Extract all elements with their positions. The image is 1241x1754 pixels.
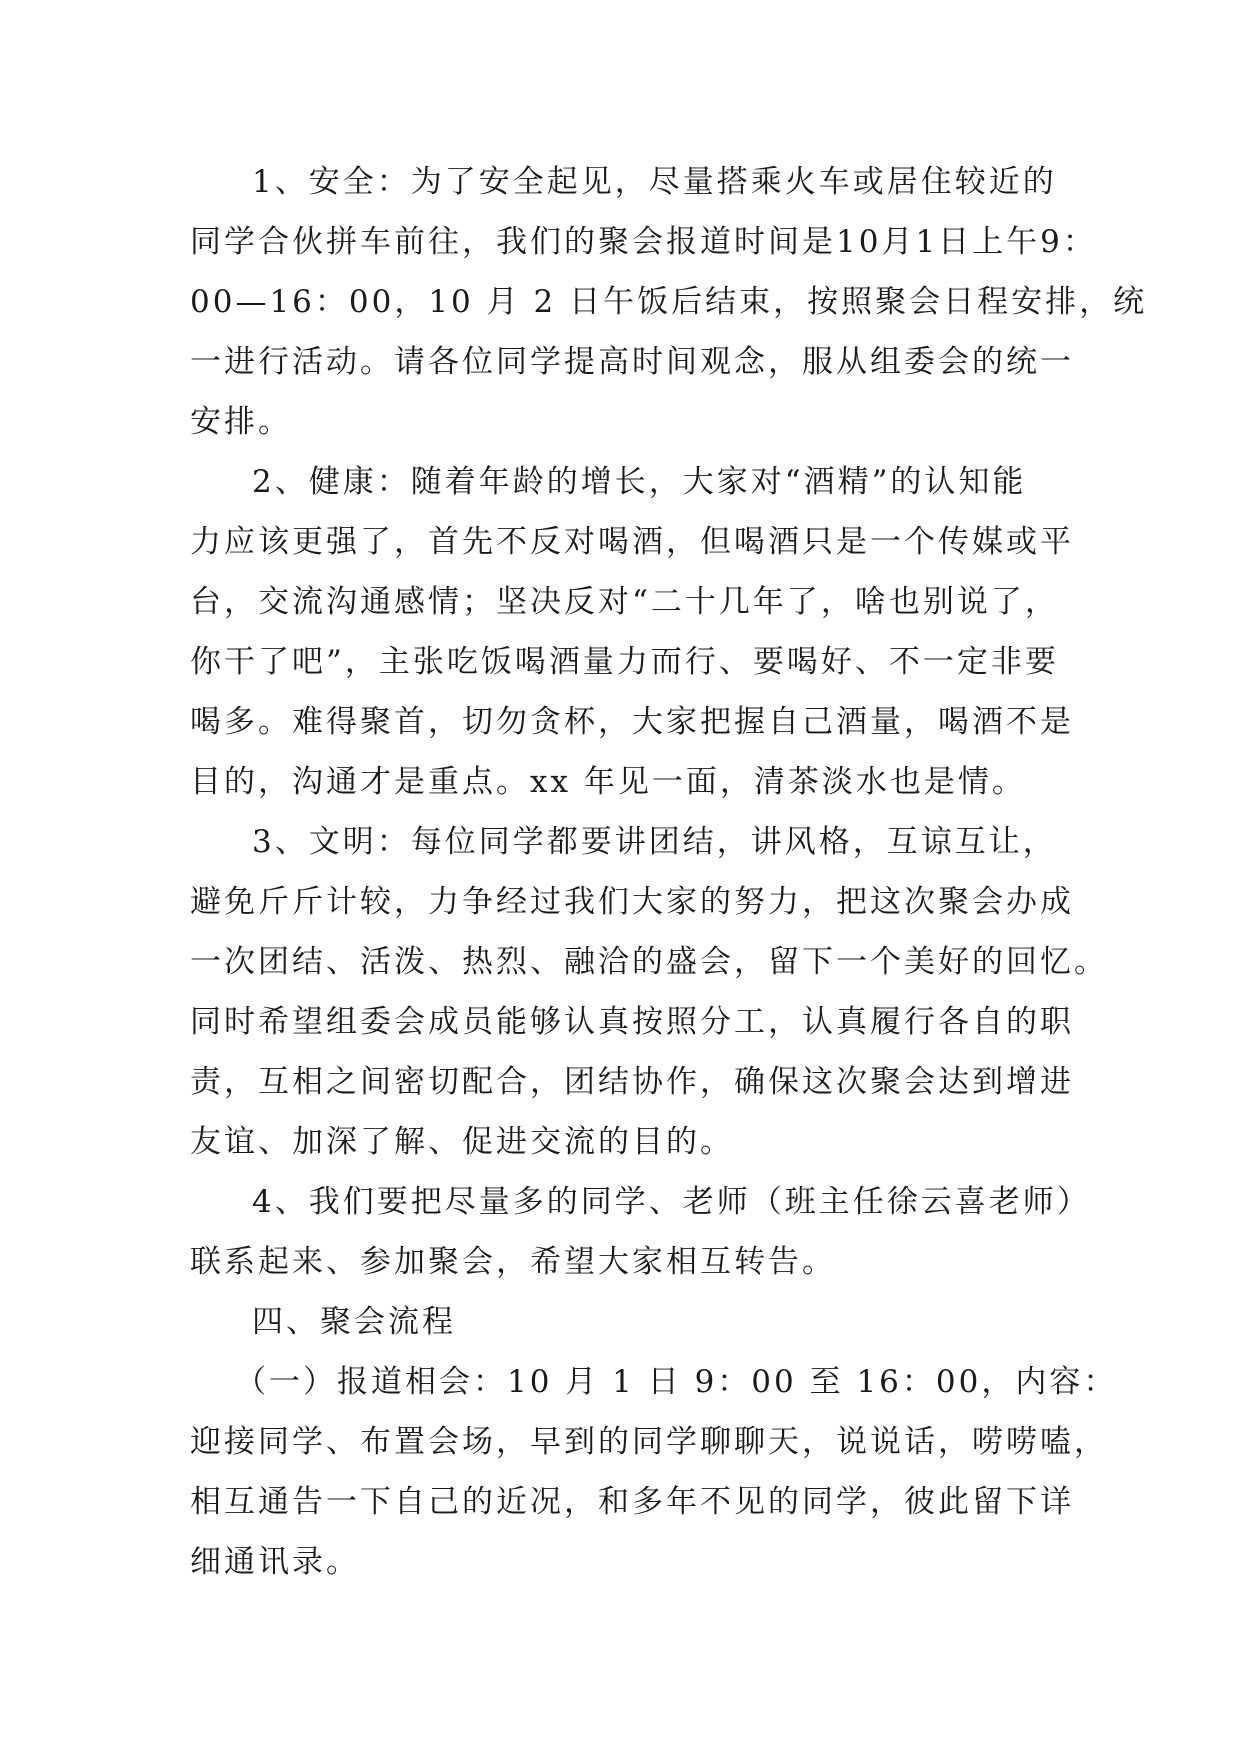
text-line: 1、安全：为了安全起见，尽量搭乘火车或居住较近的 bbox=[252, 164, 1057, 200]
text-line: 迎接同学、布置会场，早到的同学聊聊天，说说话，唠唠嗑， bbox=[190, 1424, 1108, 1460]
text-line: 台，交流沟通感情；坚决反对“二十几年了，啥也别说了， bbox=[190, 584, 1059, 620]
paragraph-civility bbox=[190, 812, 1108, 1172]
text-line: 细通讯录。 bbox=[190, 1544, 360, 1580]
paragraph-health bbox=[190, 452, 1074, 812]
text-line: 同时希望组委会成员能够认真按照分工，认真履行各自的职 bbox=[190, 1004, 1074, 1040]
text-line: 责，互相之间密切配合，团结协作，确保这次聚会达到增进 bbox=[190, 1064, 1074, 1100]
text-line: 相互通告一下自己的近况，和多年不见的同学，彼此留下详 bbox=[190, 1484, 1074, 1520]
text-line: 喝多。难得聚首，切勿贪杯，大家把握自己酒量，喝酒不是 bbox=[190, 704, 1074, 740]
text-line: 联系起来、参加聚会，希望大家相互转告。 bbox=[190, 1244, 836, 1280]
text-line: 力应该更强了，首先不反对喝酒，但喝酒只是一个传媒或平 bbox=[190, 524, 1074, 560]
text-line: 同学合伙拼车前往，我们的聚会报道时间是10月1日上午9： bbox=[190, 224, 1097, 260]
text-line: 避免斤斤计较，力争经过我们大家的努力，把这次聚会办成 bbox=[190, 884, 1074, 920]
text-line: 一次团结、活泼、热烈、融洽的盛会，留下一个美好的回忆。 bbox=[190, 944, 1108, 980]
text-line: 友谊、加深了解、促进交流的目的。 bbox=[190, 1124, 734, 1160]
text-line: 3、文明：每位同学都要讲团结，讲风格，互谅互让， bbox=[252, 824, 1057, 860]
paragraph-invite bbox=[190, 1172, 1091, 1292]
text-line: （一）报道相会：10 月 1 日 9：00 至 16：00，内容： bbox=[235, 1364, 1118, 1400]
text-line: 2、健康：随着年龄的增长，大家对“酒精”的认知能 bbox=[252, 464, 1027, 500]
text-line: 你干了吧”，主张吃饭喝酒量力而行、要喝好、不一定非要 bbox=[190, 644, 1059, 680]
text-line: 4、我们要把尽量多的同学、老师（班主任徐云喜老师） bbox=[252, 1184, 1091, 1220]
text-line: 目的，沟通才是重点。xx 年见一面，清茶淡水也是情。 bbox=[190, 764, 1026, 800]
text-line: 一进行活动。请各位同学提高时间观念，服从组委会的统一 bbox=[190, 344, 1074, 380]
text-line: 00—16：00，10 月 2 日午饭后结束，按照聚会日程安排，统 bbox=[190, 284, 1148, 320]
document-page bbox=[190, 152, 1148, 1592]
text-line: 安排。 bbox=[190, 404, 292, 440]
paragraph-safety bbox=[190, 152, 1148, 452]
heading-line: 四、聚会流程 bbox=[252, 1304, 456, 1340]
paragraph-registration bbox=[190, 1352, 1118, 1592]
section-heading bbox=[190, 1292, 1060, 1352]
